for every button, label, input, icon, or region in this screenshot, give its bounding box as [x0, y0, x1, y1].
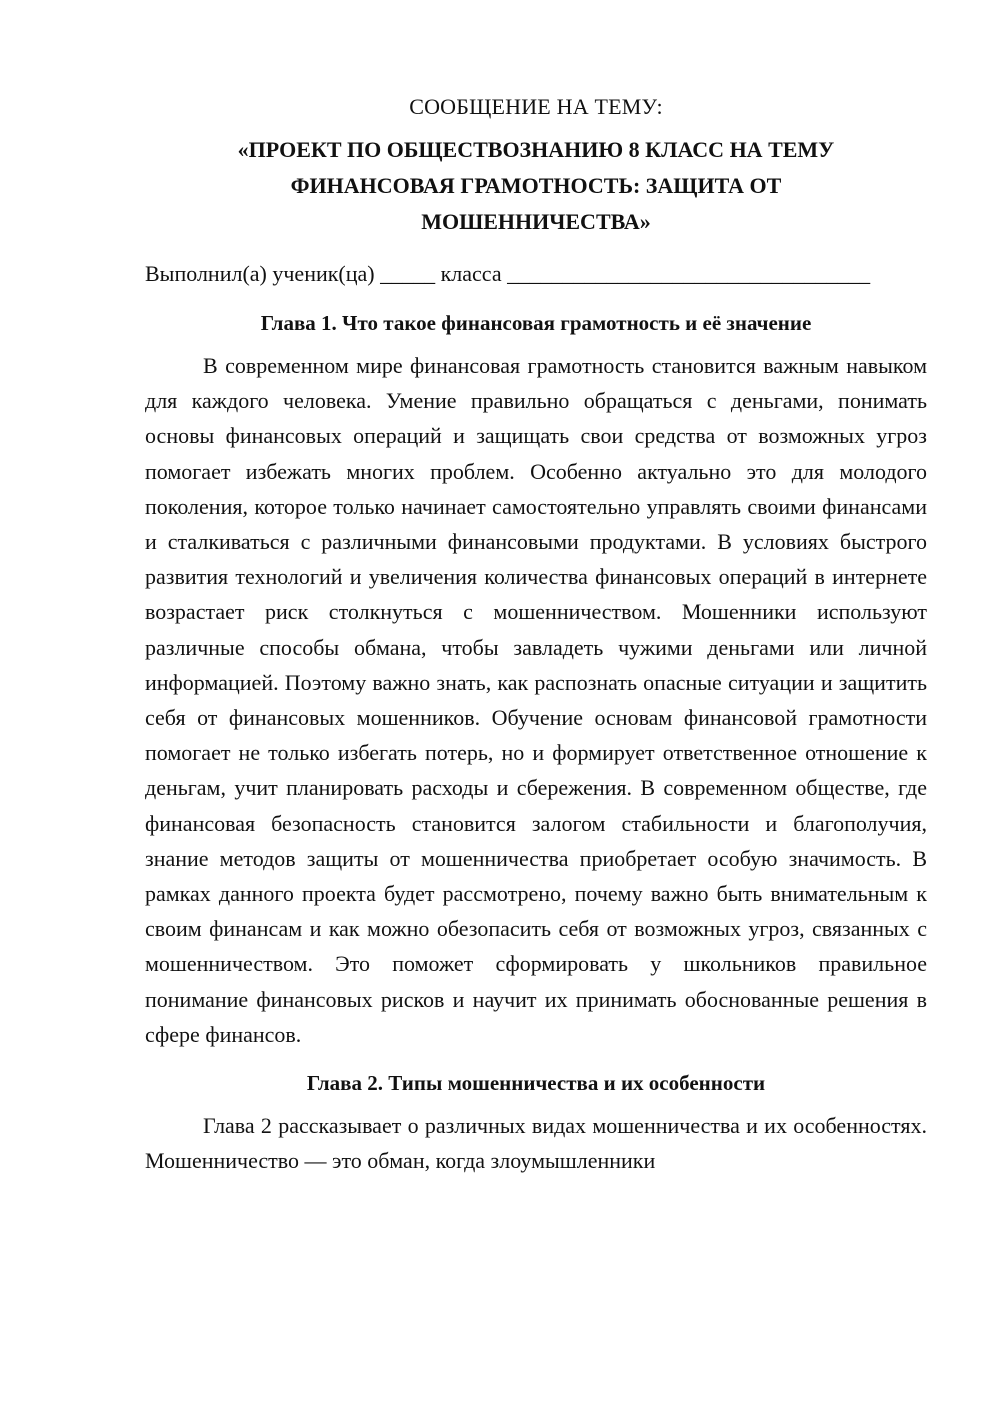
chapter-1-title: Глава 1. Что такое финансовая грамотность и её значение [260, 311, 812, 335]
chapter-1-text: В современном мире финансовая грамотность становится важным навыком для каждого человека. Умение правильно обращаться с деньгами, понимать основы финансовых операций и защищать свои средства от возможных угроз помогает избежать многих проблем. Особенно актуально это для молодого поколения, которое только начинает самостоятельно управлять своими финансами и сталкиваться с различными финансовыми продуктами. В условиях быстрого развития технологий и увеличения количества финансовых операций в интернете возрастает риск столкнуться с мошенничеством. Мошенники используют различные способы обмана, чтобы завладеть чужими деньгами или личной информацией. Поэтому важно знать, как распознать опасные ситуации и защитить себя от финансовых мошенников. Обучение основам финансовой грамотности помогает не только избегать потерь, но и формирует ответственное отношение к деньгам, учит планировать расходы и сбережения. В современном обществе, где финансовая безопасность становится залогом стабильности и благополучия, знание методов защиты от мошенничества приобретает особую значимость. В рамках данного проекта будет рассмотрено, почему важно быть внимательным к своим финансам и как можно обезопасить себя от возможных угроз, связанных с мошенничеством. Это поможет сформировать у школьников правильное понимание финансовых рисков и научит их принимать обоснованные решения в сфере финансов. [145, 353, 927, 1047]
author-line: Выполнил(а) ученик(ца) _____ класса _________________________________ [145, 261, 871, 286]
chapter-2-text: Глава 2 рассказывает о различных видах мошенничества и их особенностях. Мошенничество — это обман, когда злоумышленники [145, 1113, 927, 1174]
document-title: «ПРОЕКТ ПО ОБЩЕСТВОЗНАНИЮ 8 КЛАСС НА ТЕМУ ФИНАНСОВАЯ ГРАМОТНОСТЬ: ЗАЩИТА ОТ МОШЕННИЧЕСТВА» [237, 137, 835, 234]
chapter-2-title: Глава 2. Типы мошенничества и их особенности [306, 1071, 766, 1096]
document-page [145, 92, 927, 1194]
document-label: СООБЩЕНИЕ НА ТЕМУ: [409, 94, 663, 119]
